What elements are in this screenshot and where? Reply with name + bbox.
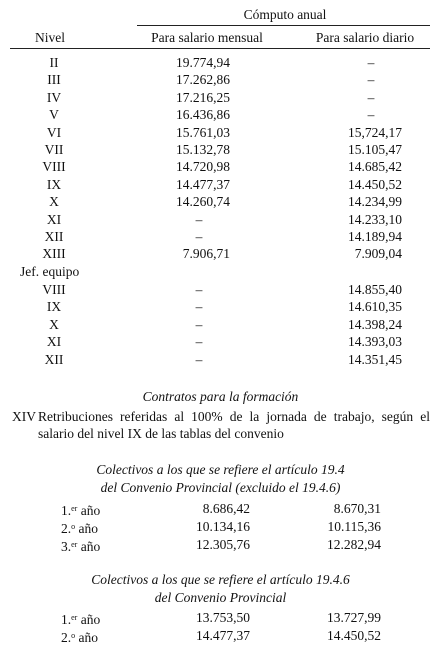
mensual-cell: 17.216,25 [176, 89, 230, 105]
year-suffix: año [77, 539, 101, 554]
diario-cell: 10.115,36 [327, 519, 381, 534]
year-label [61, 610, 100, 628]
mensual-cell: 10.134,16 [196, 519, 250, 534]
mensual-cell: 12.305,76 [196, 537, 250, 552]
nivel-cell: X [49, 316, 59, 332]
diario-dash: – [367, 72, 375, 88]
year-number: 2. [61, 521, 72, 536]
year-number: 2. [61, 630, 72, 645]
nivel-cell: XII [44, 351, 64, 367]
mensual-dash: – [195, 282, 203, 297]
diario-cell: 7.909,04 [354, 246, 402, 262]
nivel-cell: XI [46, 211, 62, 227]
nivel-cell: VIII [42, 282, 66, 297]
contratos-xiv-paragraph [12, 408, 430, 442]
year-suffix: año [77, 503, 101, 518]
mensual-cell: 15.761,03 [176, 124, 230, 140]
nivel-cell: VIII [42, 159, 66, 175]
year-suffix: año [75, 630, 98, 645]
colectivos-1-title-line2: del Convenio Provincial (excluido el 19.4.6) [100, 480, 341, 495]
mensual-dash: – [195, 351, 203, 367]
mensual-cell: 16.436,86 [176, 107, 230, 123]
contratos-title: Contratos para la formación [142, 389, 299, 404]
diario-cell: 8.670,31 [333, 501, 381, 516]
nivel-cell: XII [44, 229, 64, 244]
diario-cell: 14.855,40 [348, 282, 402, 297]
header-group-rule [137, 25, 430, 26]
header-nivel: Nivel [35, 30, 65, 45]
year-ordinal: er [71, 504, 78, 513]
header-mensual: Para salario mensual [151, 30, 263, 45]
diario-cell: 14.685,42 [348, 159, 402, 175]
diario-cell: 15,724,17 [348, 124, 402, 140]
year-label [61, 628, 98, 646]
mensual-cell: 14.477,37 [176, 176, 230, 192]
diario-cell: 15.105,47 [348, 142, 402, 157]
mensual-cell: 14.260,74 [176, 194, 230, 210]
mensual-dash: – [195, 211, 203, 227]
year-label [61, 519, 98, 537]
nivel-cell: II [49, 55, 59, 70]
header-group-label: Cómputo anual [243, 7, 327, 22]
diario-cell: 14.351,45 [348, 351, 402, 367]
jefe-equipo-label: Jef. equipo [20, 264, 80, 279]
nivel-cell: III [47, 72, 61, 88]
colectivos-2-title-line2: del Convenio Provincial [154, 590, 287, 605]
mensual-cell: 14.720,98 [176, 159, 230, 175]
year-ordinal: er [71, 613, 78, 622]
diario-cell: 14.189,94 [348, 229, 402, 244]
mensual-dash: – [195, 334, 203, 350]
mensual-dash: – [195, 316, 203, 332]
nivel-cell: XIII [42, 246, 66, 262]
header-rule [10, 48, 430, 49]
xiv-text: Retribuciones referidas al 100% de la jornada de trabajo, según el salario del nivel IX de las tablas del convenio [38, 409, 430, 441]
mensual-cell: 7.906,71 [182, 246, 230, 262]
year-label [61, 537, 100, 555]
diario-cell: 13.727,99 [327, 610, 381, 625]
diario-dash: – [367, 107, 375, 123]
nivel-cell: VII [44, 142, 64, 157]
diario-cell: 14.393,03 [348, 334, 402, 350]
diario-cell: 12.282,94 [327, 537, 381, 552]
year-number: 1. [61, 503, 72, 518]
header-diario: Para salario diario [315, 30, 415, 45]
year-suffix: año [77, 612, 101, 627]
year-ordinal: o [71, 522, 76, 531]
colectivos-2-title-line1: Colectivos a los que se refiere el artículo 19.4.6 [91, 572, 350, 587]
mensual-cell: 15.132,78 [176, 142, 230, 157]
nivel-cell: XI [46, 334, 62, 350]
year-label [61, 501, 100, 519]
mensual-dash: – [195, 299, 203, 315]
nivel-cell: IX [46, 176, 62, 192]
diario-dash: – [367, 89, 375, 105]
mensual-cell: 13.753,50 [196, 610, 250, 625]
diario-cell: 14.450,52 [348, 176, 402, 192]
nivel-cell: VI [46, 124, 62, 140]
nivel-cell: X [49, 194, 59, 210]
diario-cell: 14.398,24 [348, 316, 402, 332]
xiv-label: XIV [12, 409, 36, 424]
year-number: 1. [61, 612, 72, 627]
mensual-cell: 8.686,42 [202, 501, 250, 516]
diario-cell: 14.450,52 [327, 628, 381, 643]
year-ordinal: er [71, 540, 78, 549]
mensual-cell: 19.774,94 [176, 55, 230, 70]
diario-cell: 14.234,99 [348, 194, 402, 210]
mensual-dash: – [195, 229, 203, 244]
nivel-cell: IX [46, 299, 62, 315]
mensual-cell: 14.477,37 [196, 628, 250, 643]
colectivos-1-title-line1: Colectivos a los que se refiere el artículo 19.4 [96, 462, 345, 477]
nivel-cell: V [49, 107, 59, 123]
mensual-cell: 17.262,86 [176, 72, 230, 88]
year-suffix: año [75, 521, 98, 536]
year-number: 3. [61, 539, 72, 554]
year-ordinal: o [71, 631, 76, 640]
diario-dash: – [367, 55, 375, 70]
diario-cell: 14.233,10 [348, 211, 402, 227]
diario-cell: 14.610,35 [348, 299, 402, 315]
nivel-cell: IV [46, 89, 62, 105]
